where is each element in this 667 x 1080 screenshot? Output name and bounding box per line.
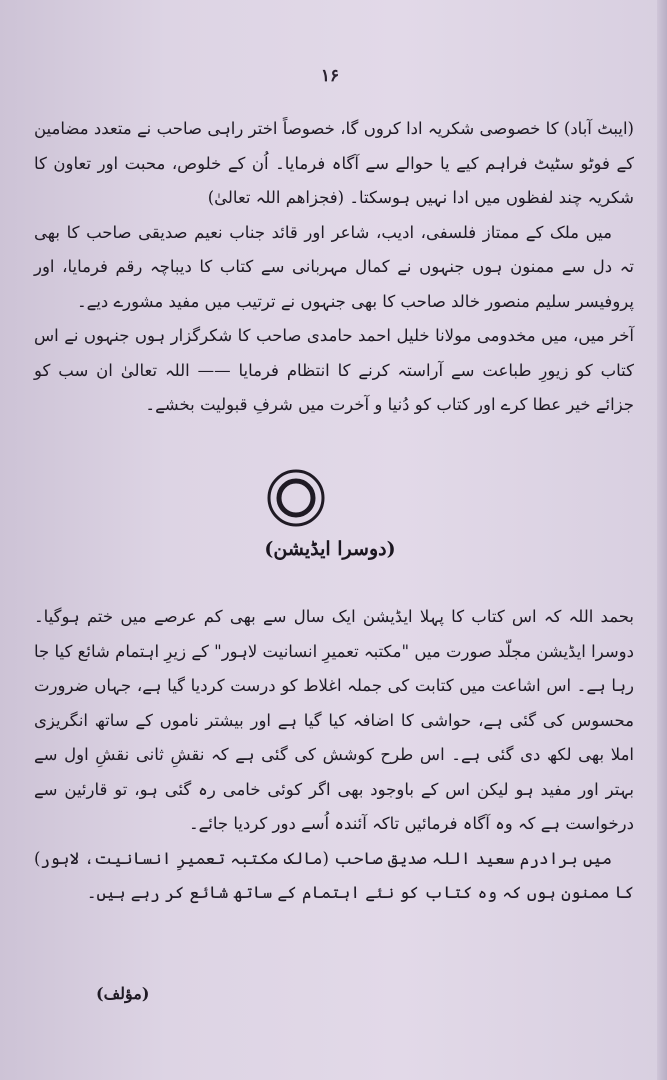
second-edition-section <box>34 600 634 911</box>
second-edition-paragraph: میں برادرم سعید اللہ صدیق صاحب (مالک مکتبہ تعمیرِ انسانیت، لاہور) کا ممنون ہوں کہ وہ کتاب کو نئے اہتمام کے ساتھ شائع کر رہے ہیں۔ <box>34 848 634 902</box>
page-edge-shadow <box>657 0 667 1080</box>
acknowledgement-paragraph: (ایبٹ آباد) کا خصوصی شکریہ ادا کروں گا، خصوصاً اختر راہی صاحب نے متعدد مضامین کے فوٹو سٹیٹ فراہم کیے یا حوالے سے آگاہ فرمایا۔ اُن کے خلوص، محبت اور تعاون کا شکریہ چند لفظوں میں ادا نہیں ہوسکتا۔ (فجزاھم اللہ تعالیٰ) <box>34 119 634 207</box>
acknowledgement-paragraph: میں ملک کے ممتاز فلسفی، ادیب، شاعر اور قائد جناب نعیم صدیقی صاحب کا بھی تہ دل سے ممنون ہوں جنہوں نے کمال مہربانی سے کتاب کا دیباچہ رقم فرمایا، اور پروفیسر سلیم منصور خالد صاحب کا بھی جنہوں نے ترتیب میں مفید مشورے دیے۔ <box>34 222 634 311</box>
second-edition-paragraph: بحمد اللہ کہ اس کتاب کا پہلا ایڈیشن ایک سال سے بھی کم عرصے میں ختم ہوگیا۔ دوسرا ایڈیشن مجلّد صورت میں "مکتبہ تعمیرِ انسانیت لاہور" کے زیرِ اہتمام شائع کیا جا رہا ہے۔ اس اشاعت میں کتابت کی جملہ اغلاط کو درست کردیا گیا ہے، جہاں ضرورت محسوس کی گئی ہے، حواشی کا اضافہ کیا گیا ہے اور بیشتر ناموں کے ساتھ انگریزی املا بھی لکھ دی گئی ہے۔ اس طرح کوشش کی گئی ہے کہ نقشِ ثانی نقشِ اول سے بہتر اور مفید ہو لیکن اس کے باوجود بھی اگر کوئی خامی رہ گئی ہو، تو قارئین سے درخواست ہے کہ وہ آگاہ فرمائیں تاکہ آئندہ اُسے دور کردیا جائے۔ <box>34 607 634 833</box>
section-heading: (دوسرا ایڈیشن) <box>264 538 396 560</box>
acknowledgement-section <box>34 112 634 423</box>
circle-ornament-icon <box>266 468 326 528</box>
page-number: ۱۶ <box>320 66 340 86</box>
author-signature: (مؤلف) <box>96 984 150 1003</box>
acknowledgement-paragraph: آخر میں، میں مخدومی مولانا خلیل احمد حامدی صاحب کا شکرگزار ہوں جنہوں نے اس کتاب کو زیورِ طباعت سے آراستہ کرنے کا انتظام فرمایا —— اللہ تعالیٰ ان سب کو جزائے خیر عطا کرے اور کتاب کو دُنیا و آخرت میں شرفِ قبولیت بخشے۔ <box>34 326 634 414</box>
